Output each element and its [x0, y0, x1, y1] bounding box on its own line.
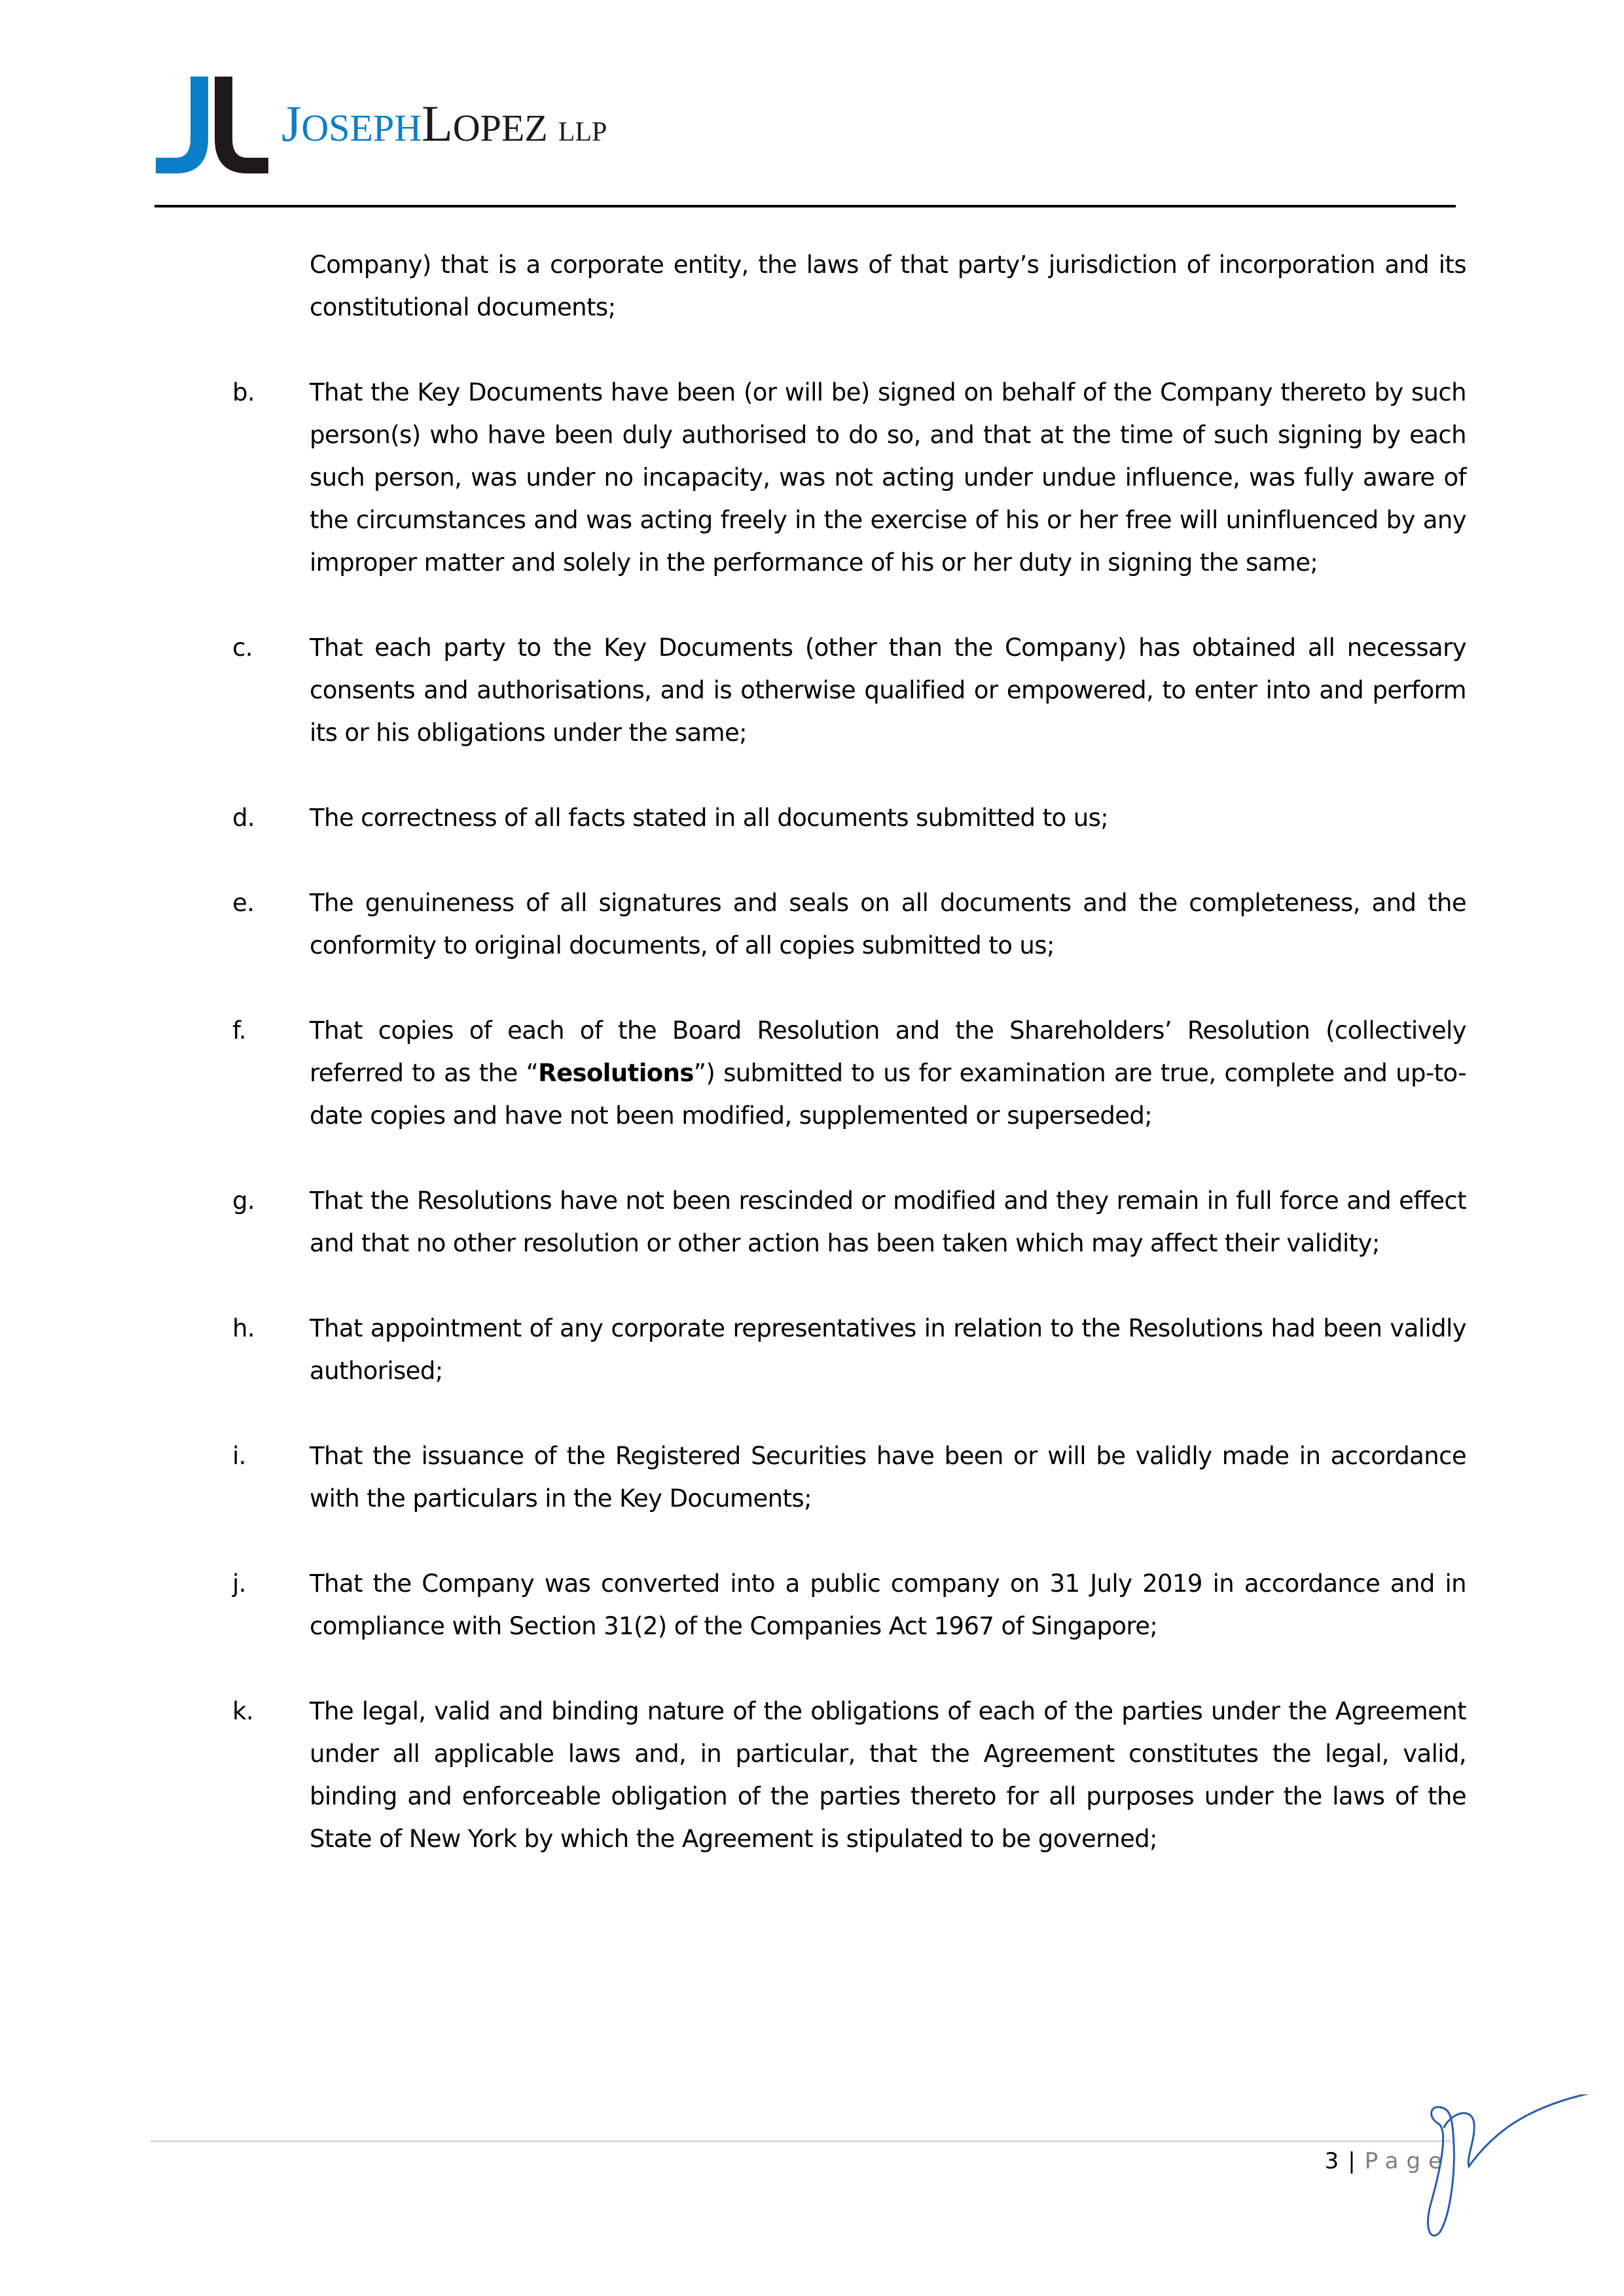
- list-item-text: That appointment of any corporate representatives in relation to the Resolutions had been validly authorised;: [310, 1314, 1466, 1385]
- list-item-text: The legal, valid and binding nature of the obligations of each of the parties under the Agreement under all applicable laws and, in particular, that the Agreement constitutes the legal, valid, binding and enforceable obligation of the parties thereto for all purposes under the laws of the State of New York by which the Agreement is stipulated to be governed;: [310, 1697, 1466, 1853]
- firm-logo-icon: [156, 77, 268, 175]
- list-item-j: [232, 1562, 1466, 1647]
- list-item-label: b.: [232, 378, 255, 406]
- list-item-text: That the Company was converted into a public company on 31 July 2019 in accordance and in compliance with Section 31(2) of the Companies Act 1967 of Singapore;: [310, 1570, 1466, 1640]
- list-item-c: [232, 626, 1466, 754]
- list-item-text: The correctness of all facts stated in all documents submitted to us;: [310, 804, 1109, 832]
- list-item-label: h.: [232, 1314, 255, 1342]
- list-item-label: f.: [232, 1016, 246, 1045]
- firm-name-lopez-rest: OPEZ: [452, 107, 548, 149]
- text-segment: That copies of each of the Board Resolution and the Shareholders’ Resolution (collectively referred to as the “: [310, 1016, 1466, 1087]
- list-item-label: g.: [232, 1187, 255, 1215]
- list-item-e: [232, 882, 1466, 967]
- list-item-label: k.: [232, 1697, 253, 1725]
- page-number-separator: |: [1348, 2148, 1356, 2174]
- footer-divider: [151, 2140, 1451, 2142]
- page-number-value: 3: [1324, 2148, 1339, 2174]
- list-item-k: [232, 1690, 1466, 1860]
- page-label: Page: [1364, 2148, 1450, 2174]
- firm-name-lopez-initial: L: [422, 95, 453, 152]
- continued-paragraph: [232, 243, 1466, 329]
- signature-initials-icon: [1401, 2094, 1597, 2251]
- list-item-g: [232, 1179, 1466, 1265]
- list-item-label: e.: [232, 889, 255, 917]
- list-item-d: [232, 797, 1466, 839]
- list-item-i: [232, 1435, 1466, 1520]
- firm-wordmark: [281, 95, 607, 152]
- firm-name-joseph-rest: OSEPH: [301, 107, 422, 149]
- list-item-b: [232, 371, 1466, 584]
- list-item-text: That the issuance of the Registered Securities have been or will be validly made in accordance with the particulars in the Key Documents;: [310, 1442, 1466, 1513]
- list-item-label: c.: [232, 634, 253, 662]
- header-divider: [154, 205, 1456, 207]
- firm-name-joseph: J: [281, 95, 302, 152]
- paragraph-text: Company) that is a corporate entity, the laws of that party’s jurisdiction of incorporation and its constitutional documents;: [310, 251, 1466, 321]
- list-item-text: [310, 1009, 1466, 1137]
- defined-term: Resolutions: [538, 1059, 694, 1087]
- list-item-label: j.: [232, 1570, 246, 1598]
- list-item-text: That the Key Documents have been (or will be) signed on behalf of the Company thereto by such person(s) who have been duly authorised to do so, and that at the time of such signing by each such person, was under no incapacity, was not acting under undue influence, was fully aware of the circumstances and was acting freely in the exercise of his or her free will uninfluenced by any improper matter and solely in the performance of his or her duty in signing the same;: [310, 378, 1466, 577]
- document-body: [232, 243, 1466, 1903]
- list-item-label: d.: [232, 804, 255, 832]
- firm-suffix: LLP: [558, 117, 607, 147]
- list-item-text: That the Resolutions have not been rescinded or modified and they remain in full force and effect and that no other resolution or other action has been taken which may affect their validity;: [310, 1187, 1466, 1257]
- list-item-h: [232, 1307, 1466, 1392]
- list-item-label: i.: [232, 1442, 246, 1470]
- list-item-text: The genuineness of all signatures and seals on all documents and the completeness, and the conformity to original documents, of all copies submitted to us;: [310, 889, 1466, 960]
- list-item-text: That each party to the Key Documents (other than the Company) has obtained all necessary consents and authorisations, and is otherwise qualified or empowered, to enter into and perform its or his obligations under the same;: [310, 634, 1466, 747]
- text-segment: ”) submitted to us for examination are true, complete and up-to-date copies and have not been modified, supplemented or superseded;: [310, 1059, 1466, 1130]
- list-item-f: [232, 1009, 1466, 1137]
